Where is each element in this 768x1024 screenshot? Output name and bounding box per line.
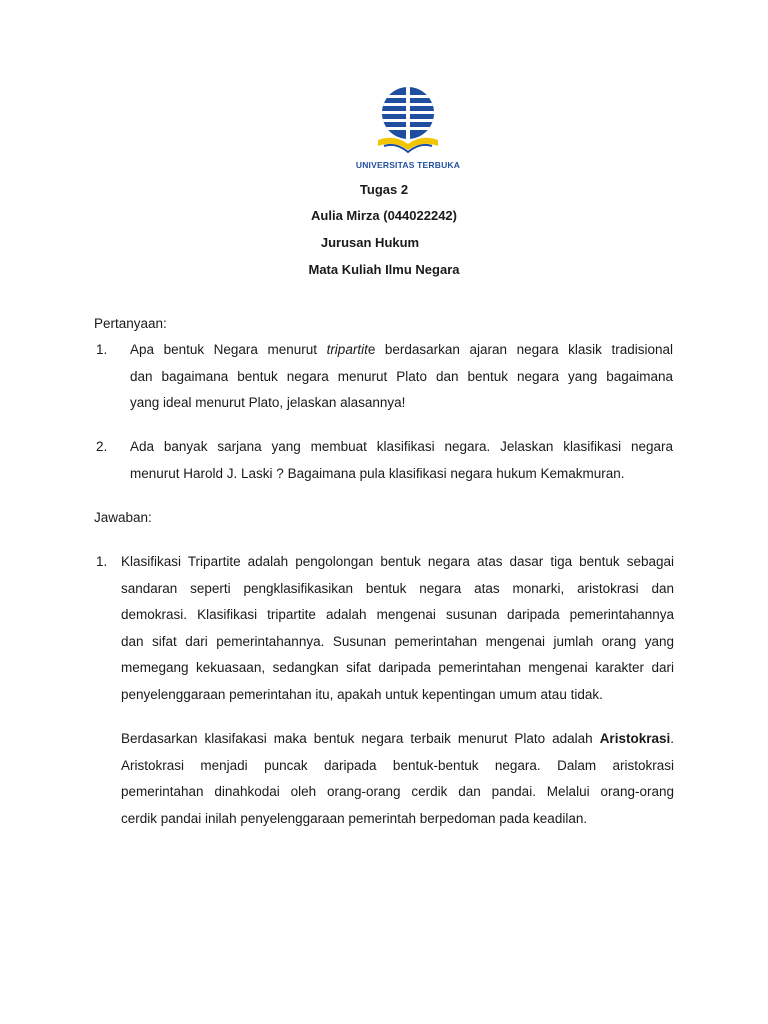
text-line: Apa bentuk Negara menurut tripartite berdasarkan ajaran negara klasik tradisional bbox=[130, 342, 673, 357]
logo-caption: UNIVERSITAS TERBUKA bbox=[355, 160, 461, 170]
text-line: Ada banyak sarjana yang membuat klasifikasi negara. Jelaskan klasifikasi negara bbox=[130, 439, 673, 454]
answer-text bbox=[121, 549, 674, 709]
universitas-terbuka-logo bbox=[354, 86, 462, 174]
globe-book-icon bbox=[354, 86, 462, 160]
question-number: 1. bbox=[96, 342, 108, 357]
text-line: cerdik pandai inilah penyelenggaraan pemerintah berpedoman pada keadilan. bbox=[121, 810, 588, 826]
text-line: Klasifikasi Tripartite adalah pengolongan bentuk negara atas dasar tiga bentuk sebagai bbox=[121, 554, 674, 569]
text-line: memegang kekuasaan, sedangkan sifat daripada pemerintahan mengenai karakter dari bbox=[121, 660, 674, 676]
text-line: dan bagaimana bentuk negara menurut Plato dan bentuk negara yang bagaimana bbox=[130, 368, 673, 384]
answers-label: Jawaban: bbox=[94, 510, 152, 525]
question-number: 2. bbox=[96, 439, 108, 454]
text-line: demokrasi. Klasifikasi tripartite adalah mengenai susunan daripada pemerintahannya bbox=[121, 607, 674, 623]
text-line: menurut Harold J. Laski ? Bagaimana pula klasifikasi negara hukum Kemakmuran. bbox=[130, 465, 625, 481]
text-line: penyelenggaraan pemerintahan itu, apakah untuk kepentingan umum atau tidak. bbox=[121, 686, 603, 702]
question-text bbox=[130, 434, 673, 487]
text-line: pemerintahan dinahkodai oleh orang-orang cerdik dan pandai. Melalui orang-orang bbox=[121, 784, 674, 800]
text-line: Berdasarkan klasifakasi maka bentuk negara terbaik menurut Plato adalah Aristokrasi. bbox=[121, 731, 674, 746]
author-name: Aulia Mirza (044022242) bbox=[311, 208, 457, 223]
course-name: Mata Kuliah Ilmu Negara bbox=[308, 262, 460, 277]
answer-text bbox=[121, 726, 674, 832]
text-line: Aristokrasi menjadi puncak daripada bentuk-bentuk negara. Dalam aristokrasi bbox=[121, 757, 674, 773]
major-name: Jurusan Hukum bbox=[320, 235, 420, 250]
questions-label: Pertanyaan: bbox=[94, 316, 167, 331]
question-text bbox=[130, 337, 673, 417]
assignment-title: Tugas 2 bbox=[359, 182, 409, 197]
text-line: sandaran seperti pengklasifikasikan bentuk negara atas monarki, aristokrasi dan bbox=[121, 580, 674, 596]
text-line: yang ideal menurut Plato, jelaskan alasannya! bbox=[130, 395, 406, 410]
answer-number: 1. bbox=[96, 554, 108, 569]
text-line: dan sifat dari pemerintahannya. Susunan pemerintahan mengenai jumlah orang yang bbox=[121, 633, 674, 649]
